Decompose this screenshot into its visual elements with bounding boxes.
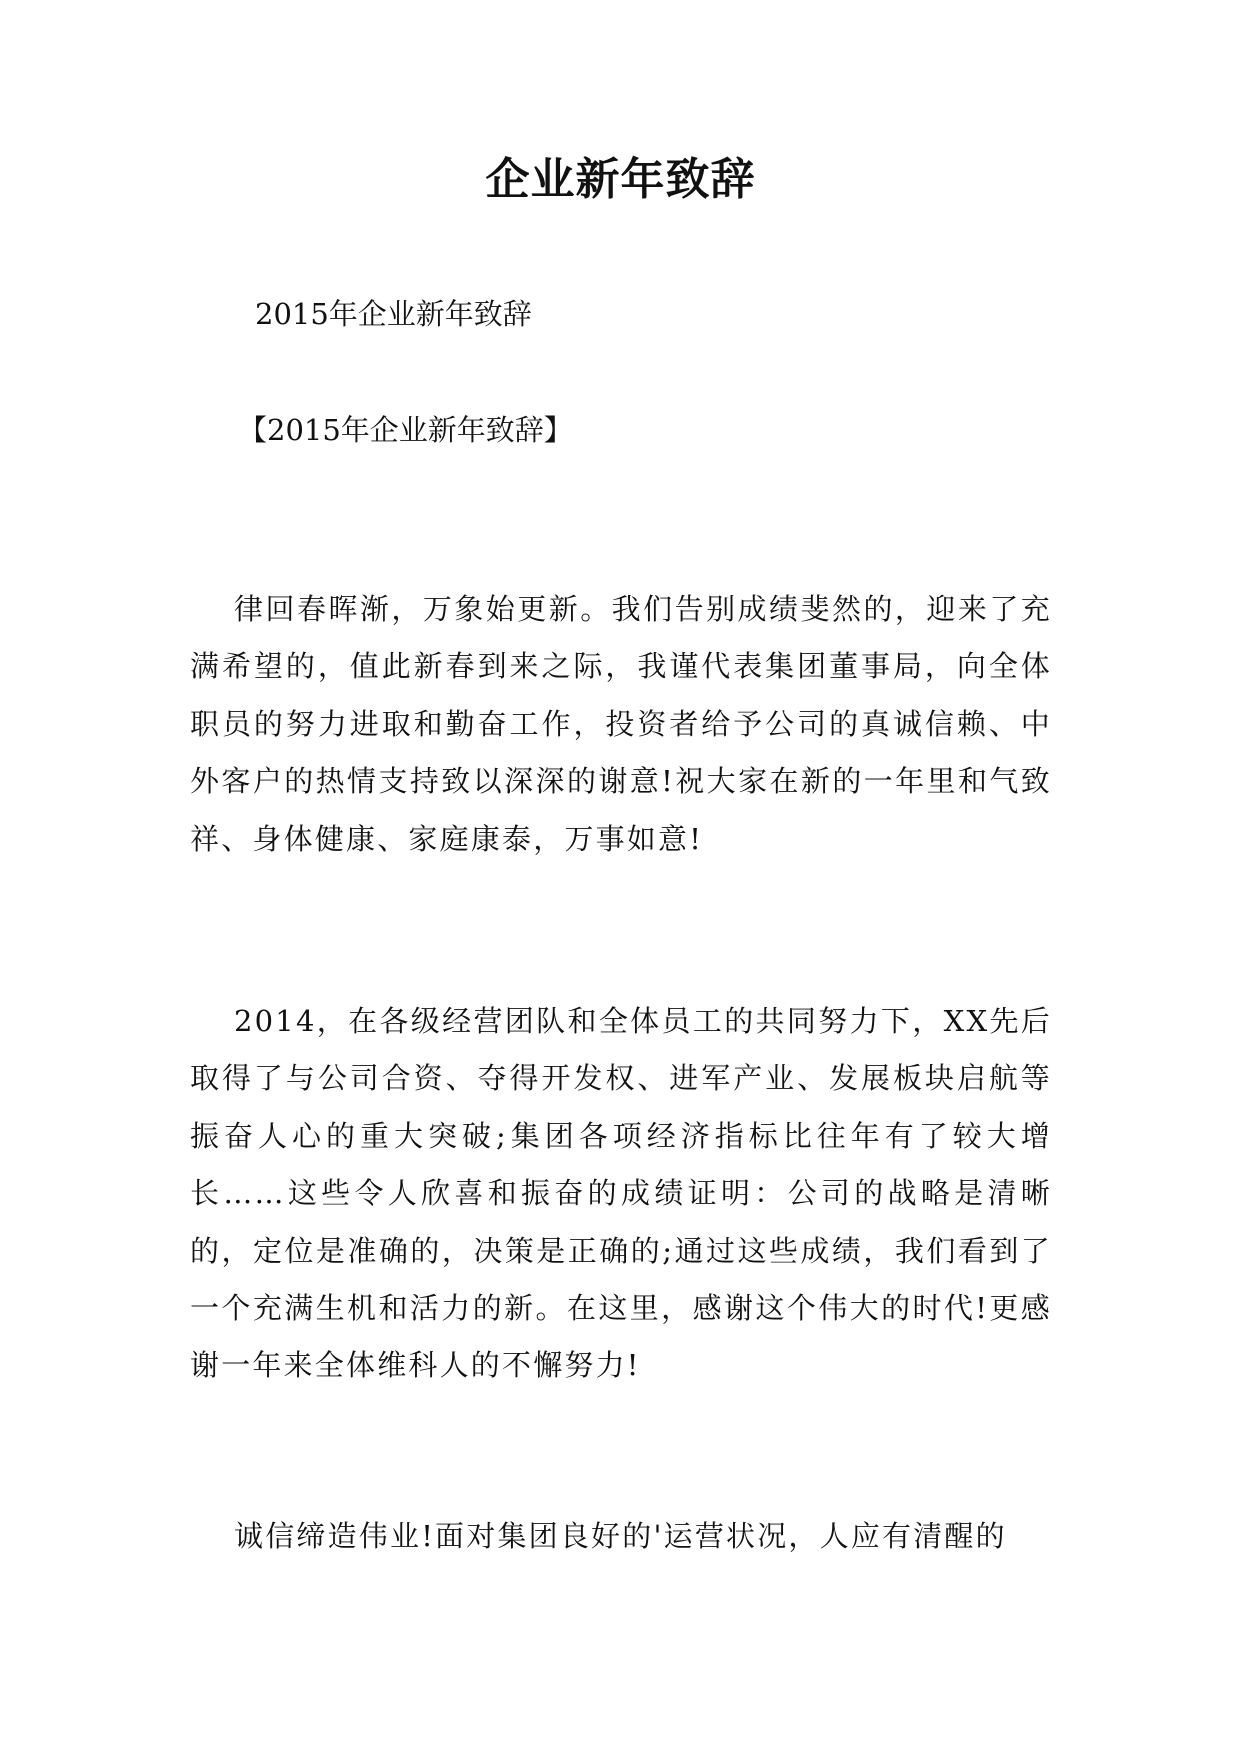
- paragraph-greeting: 律回春晖渐，万象始更新。我们告别成绩斐然的，迎来了充满希望的，值此新春到来之际，我谨代表集团董事局，向全体职员的努力进取和勤奋工作，投资者给予公司的真诚信赖、中外客户的热情支持致以深深的谢意!祝大家在新的一年里和气致祥、身体健康、家庭康泰，万事如意!: [190, 592, 1052, 856]
- paragraph-achievements: 2014，在各级经营团队和全体员工的共同努力下，XX先后取得了与公司合资、夺得开发权、进军产业、发展板块启航等振奋人心的重大突破;集团各项经济指标比往年有了较大增长……这些令人欣喜和振奋的成绩证明：公司的战略是清晰的，定位是准确的，决策是正确的;通过这些成绩，我们看到了一个充满生机和活力的新。在这里，感谢这个伟大的时代!更感谢一年来全体维科人的不懈努力!: [190, 1004, 1052, 1383]
- document-title: 企业新年致辞: [485, 154, 756, 205]
- document-subtitle: 2015年企业新年致辞: [255, 297, 532, 331]
- bracketed-heading: 【2015年企业新年致辞】: [238, 413, 573, 447]
- paragraph-integrity: 诚信缔造伟业!面对集团良好的'运营状况，人应有清醒的: [234, 1519, 1007, 1553]
